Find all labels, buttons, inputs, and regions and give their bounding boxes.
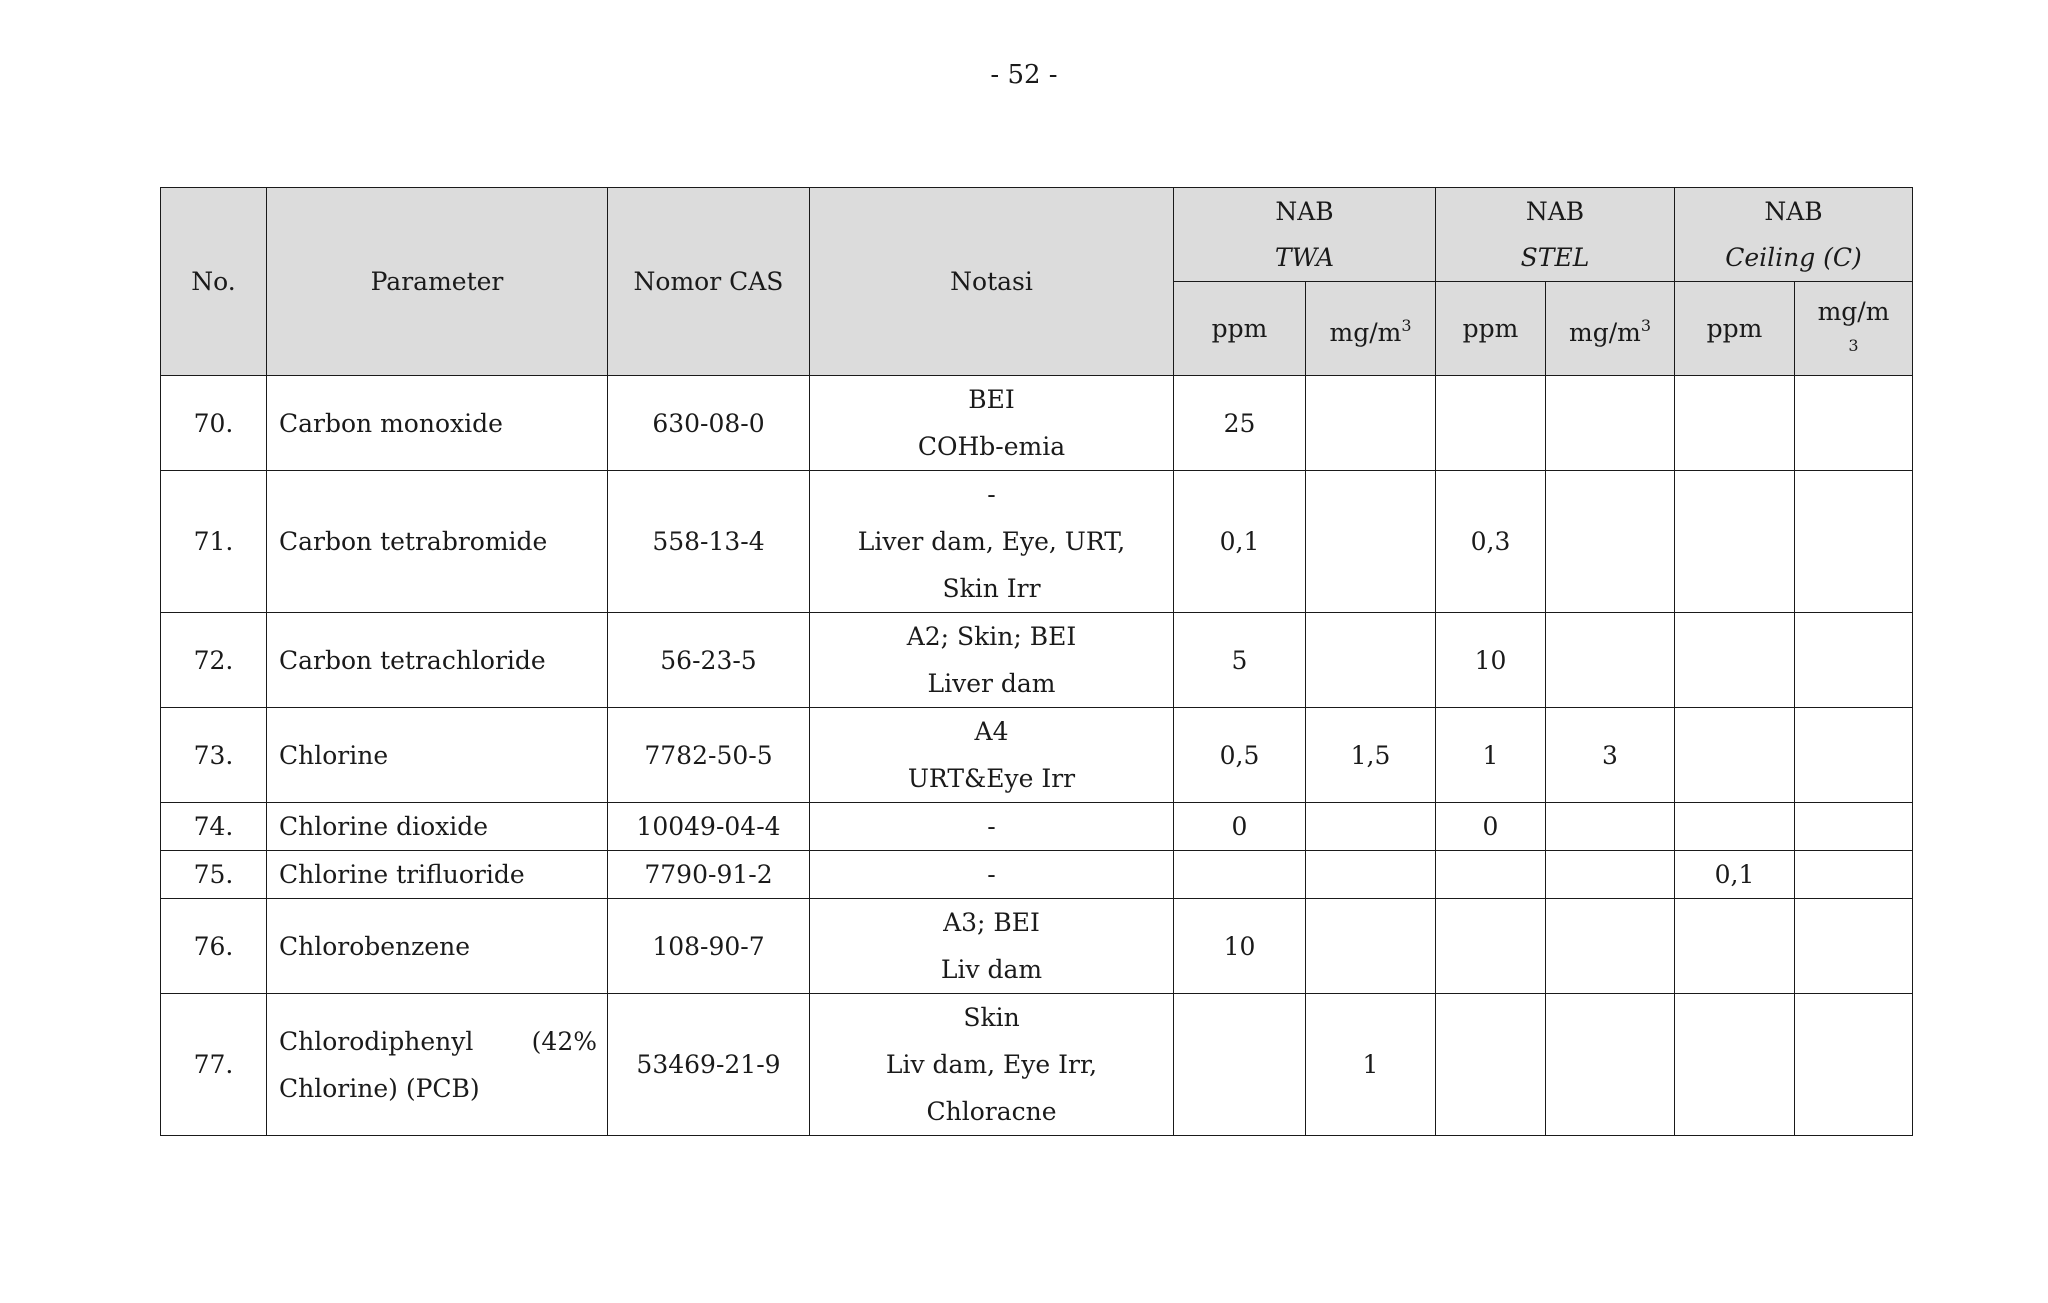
group-label: NAB (1764, 196, 1823, 226)
cell-stel-ppm: 0,3 (1436, 471, 1546, 613)
cell-parameter: Carbon monoxide (267, 376, 608, 471)
cell-twa-mg (1306, 613, 1436, 708)
cell-no: 70. (161, 376, 267, 471)
header-notasi: Notasi (810, 188, 1174, 376)
cell-ceiling-ppm: 0,1 (1675, 851, 1795, 899)
cell-stel-ppm (1436, 376, 1546, 471)
table-row (161, 851, 1913, 899)
cell-twa-ppm (1174, 994, 1306, 1136)
cell-ceiling-ppm (1675, 994, 1795, 1136)
cell-notasi: A4 URT&Eye Irr (810, 708, 1174, 803)
cell-notasi: - (810, 803, 1174, 851)
cell-twa-ppm: 0 (1174, 803, 1306, 851)
cell-stel-mg (1546, 899, 1675, 994)
page-number: - 52 - (990, 60, 1058, 90)
cell-cas: 56-23-5 (608, 613, 810, 708)
header-no: No. (161, 188, 267, 376)
cell-twa-ppm: 0,5 (1174, 708, 1306, 803)
cell-ceiling-ppm (1675, 471, 1795, 613)
cell-stel-mg: 3 (1546, 708, 1675, 803)
cell-parameter: Chlorine (267, 708, 608, 803)
group-sub-twa: TWA (1274, 242, 1335, 272)
cell-no: 74. (161, 803, 267, 851)
cell-notasi: BEI COHb-emia (810, 376, 1174, 471)
cell-twa-mg: 1 (1306, 994, 1436, 1136)
cell-twa-ppm: 0,1 (1174, 471, 1306, 613)
cell-cas: 108-90-7 (608, 899, 810, 994)
group-sub-ceiling: Ceiling (C) (1725, 242, 1862, 272)
header-parameter: Parameter (267, 188, 608, 376)
cell-notasi: A3; BEI Liv dam (810, 899, 1174, 994)
cell-no: 75. (161, 851, 267, 899)
cell-stel-ppm: 0 (1436, 803, 1546, 851)
cell-stel-mg (1546, 376, 1675, 471)
cell-cas: 558-13-4 (608, 471, 810, 613)
cell-parameter: Carbon tetrabromide (267, 471, 608, 613)
cell-parameter: Chlorine trifluoride (267, 851, 608, 899)
table-row (161, 613, 1913, 708)
cell-ceiling-mg (1795, 994, 1913, 1136)
cell-no: 71. (161, 471, 267, 613)
header-twa-mg: $mg/m^3$ (1306, 282, 1436, 376)
cell-twa-mg (1306, 899, 1436, 994)
cell-no: 77. (161, 994, 267, 1136)
cell-ceiling-mg (1795, 851, 1913, 899)
cell-stel-mg (1546, 994, 1675, 1136)
cell-ceiling-mg (1795, 613, 1913, 708)
cell-stel-ppm: 10 (1436, 613, 1546, 708)
cell-twa-ppm: 5 (1174, 613, 1306, 708)
nab-table (160, 187, 1913, 1136)
cell-twa-mg (1306, 851, 1436, 899)
table-row (161, 899, 1913, 994)
cell-cas: 7782-50-5 (608, 708, 810, 803)
parameter-line: Chlorodiphenyl (42% (279, 1026, 597, 1056)
cell-cas: 7790-91-2 (608, 851, 810, 899)
table-row (161, 376, 1913, 471)
cell-twa-ppm: 25 (1174, 376, 1306, 471)
group-label: NAB (1275, 196, 1334, 226)
header-twa-ppm: ppm (1174, 282, 1306, 376)
cell-ceiling-mg (1795, 708, 1913, 803)
cell-twa-mg (1306, 803, 1436, 851)
cell-stel-ppm (1436, 899, 1546, 994)
cell-notasi: Skin Liv dam, Eye Irr, Chloracne (810, 994, 1174, 1136)
cell-cas: 10049-04-4 (608, 803, 810, 851)
cell-no: 72. (161, 613, 267, 708)
cell-twa-ppm (1174, 851, 1306, 899)
cell-twa-mg: 1,5 (1306, 708, 1436, 803)
cell-stel-ppm: 1 (1436, 708, 1546, 803)
cell-ceiling-mg (1795, 899, 1913, 994)
header-group-ceiling (1675, 188, 1913, 282)
cell-stel-ppm (1436, 851, 1546, 899)
cell-notasi: - Liver dam, Eye, URT, Skin Irr (810, 471, 1174, 613)
cell-cas: 53469-21-9 (608, 994, 810, 1136)
table-row (161, 994, 1913, 1136)
cell-parameter: Chlorine dioxide (267, 803, 608, 851)
cell-twa-mg (1306, 471, 1436, 613)
cell-no: 73. (161, 708, 267, 803)
group-sub-stel: STEL (1520, 242, 1590, 272)
cell-twa-ppm: 10 (1174, 899, 1306, 994)
cell-ceiling-mg (1795, 471, 1913, 613)
group-label: NAB (1525, 196, 1585, 226)
cell-no: 76. (161, 899, 267, 994)
table-row (161, 803, 1913, 851)
cell-notasi: A2; Skin; BEI Liver dam (810, 613, 1174, 708)
cell-stel-mg (1546, 613, 1675, 708)
cell-ceiling-ppm (1675, 613, 1795, 708)
cell-parameter: Carbon tetrachloride (267, 613, 608, 708)
header-group-twa (1174, 188, 1436, 282)
header-stel-ppm: ppm (1436, 282, 1546, 376)
header-stel-mg: $mg/m^3$ (1546, 282, 1675, 376)
header-group-stel (1436, 188, 1675, 282)
cell-ceiling-ppm (1675, 803, 1795, 851)
cell-ceiling-ppm (1675, 899, 1795, 994)
table-row (161, 471, 1913, 613)
cell-stel-mg (1546, 471, 1675, 613)
cell-stel-mg (1546, 803, 1675, 851)
header-ceiling-mg: mg/m 3 (1795, 282, 1913, 376)
cell-ceiling-mg (1795, 376, 1913, 471)
cell-ceiling-mg (1795, 803, 1913, 851)
cell-notasi: - (810, 851, 1174, 899)
cell-cas: 630-08-0 (608, 376, 810, 471)
cell-stel-mg (1546, 851, 1675, 899)
parameter-line: Chlorine) (PCB) (279, 1073, 480, 1103)
header-cas: Nomor CAS (608, 188, 810, 376)
table-row (161, 708, 1913, 803)
cell-parameter (267, 994, 608, 1136)
cell-twa-mg (1306, 376, 1436, 471)
cell-stel-ppm (1436, 994, 1546, 1136)
cell-ceiling-ppm (1675, 708, 1795, 803)
header-ceiling-ppm: ppm (1675, 282, 1795, 376)
cell-ceiling-ppm (1675, 376, 1795, 471)
cell-parameter: Chlorobenzene (267, 899, 608, 994)
